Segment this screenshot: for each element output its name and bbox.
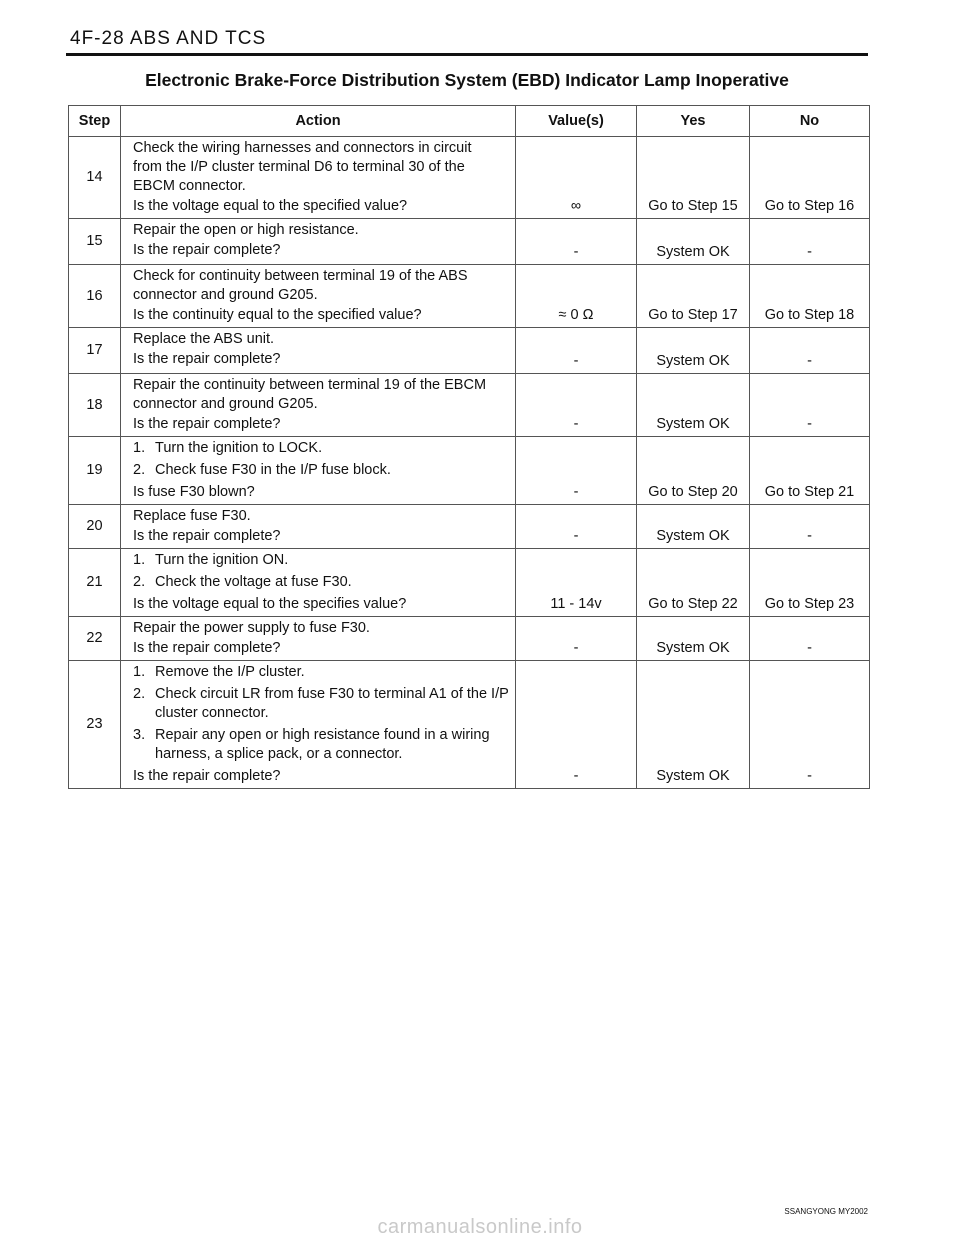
step-number: 16 <box>69 265 121 328</box>
column-header-values: Value(s) <box>516 106 637 137</box>
item-text: Check fuse F30 in the I/P fuse block. <box>155 462 391 478</box>
action-cell <box>121 374 516 437</box>
action-question: Is the repair complete? <box>133 351 281 367</box>
item-number: 2. <box>133 462 146 478</box>
table-row <box>69 549 870 617</box>
step-number: 15 <box>69 219 121 265</box>
yes-cell: System OK <box>637 505 750 549</box>
table-row <box>69 437 870 505</box>
value-cell: - <box>516 328 637 374</box>
document-title: Electronic Brake-Force Distribution System (EBD) Indicator Lamp Inoperative <box>145 70 789 90</box>
value-cell: ∞ <box>516 137 637 219</box>
action-text: from the I/P cluster terminal D6 to terminal 30 of the <box>133 159 465 175</box>
item-number: 3. <box>133 727 146 743</box>
column-header-yes: Yes <box>637 106 750 137</box>
no-cell: - <box>750 617 870 661</box>
value-cell: 11 - 14v <box>516 549 637 617</box>
item-number: 2. <box>133 574 146 590</box>
column-header-step: Step <box>69 106 121 137</box>
no-cell: - <box>750 328 870 374</box>
item-text: Turn the ignition ON. <box>155 552 289 568</box>
no-cell: - <box>750 219 870 265</box>
yes-cell: Go to Step 20 <box>637 437 750 505</box>
numbered-item <box>133 726 511 764</box>
action-cell <box>121 505 516 549</box>
action-question: Is the repair complete? <box>133 242 281 258</box>
action-cell <box>121 661 516 789</box>
yes-cell: Go to Step 15 <box>637 137 750 219</box>
action-text: connector and ground G205. <box>133 287 318 303</box>
table-row <box>69 265 870 328</box>
table-header-row <box>69 106 870 137</box>
yes-cell: System OK <box>637 661 750 789</box>
item-text: Turn the ignition to LOCK. <box>155 440 323 456</box>
action-cell <box>121 265 516 328</box>
value-cell: - <box>516 617 637 661</box>
yes-cell: Go to Step 22 <box>637 549 750 617</box>
numbered-item <box>133 685 511 723</box>
item-number: 1. <box>133 664 146 680</box>
item-text: Remove the I/P cluster. <box>155 664 305 680</box>
action-text: Replace fuse F30. <box>133 508 251 524</box>
yes-cell: System OK <box>637 328 750 374</box>
action-question: Is fuse F30 blown? <box>133 484 255 500</box>
table-row <box>69 328 870 374</box>
table-row <box>69 617 870 661</box>
action-question: Is the voltage equal to the specified value? <box>133 198 408 214</box>
yes-cell: System OK <box>637 219 750 265</box>
numbered-item <box>133 663 511 682</box>
yes-cell: Go to Step 17 <box>637 265 750 328</box>
no-cell: Go to Step 18 <box>750 265 870 328</box>
action-text: Repair the open or high resistance. <box>133 222 359 238</box>
numbered-item <box>133 439 511 458</box>
step-number: 20 <box>69 505 121 549</box>
action-text: connector and ground G205. <box>133 396 318 412</box>
action-text: Check for continuity between terminal 19 of the ABS <box>133 268 468 284</box>
item-number: 1. <box>133 552 146 568</box>
step-number: 19 <box>69 437 121 505</box>
numbered-item <box>133 573 511 592</box>
table-row <box>69 505 870 549</box>
action-cell <box>121 328 516 374</box>
action-question: Is the voltage equal to the specifies value? <box>133 596 407 612</box>
action-text: Replace the ABS unit. <box>133 331 275 347</box>
step-number: 21 <box>69 549 121 617</box>
table-row <box>69 374 870 437</box>
page-header: 4F-28 ABS AND TCS <box>70 28 267 49</box>
no-cell: - <box>750 505 870 549</box>
numbered-item <box>133 461 511 480</box>
value-cell: - <box>516 505 637 549</box>
action-text: Repair the power supply to fuse F30. <box>133 620 370 636</box>
value-cell: - <box>516 437 637 505</box>
table-body <box>69 137 870 789</box>
column-header-no: No <box>750 106 870 137</box>
action-text: Check the wiring harnesses and connectors in circuit <box>133 140 472 156</box>
item-text: Check circuit LR from fuse F30 to terminal A1 of the I/P cluster connector. <box>155 686 509 721</box>
action-cell <box>121 219 516 265</box>
value-cell: - <box>516 374 637 437</box>
action-cell <box>121 137 516 219</box>
header-rule <box>66 53 868 56</box>
value-cell: ≈ 0 Ω <box>516 265 637 328</box>
footer-brand: SSANGYONG MY2002 <box>784 1207 868 1216</box>
step-number: 17 <box>69 328 121 374</box>
step-number: 18 <box>69 374 121 437</box>
value-cell: - <box>516 219 637 265</box>
action-question: Is the repair complete? <box>133 416 281 432</box>
action-cell <box>121 617 516 661</box>
action-text: EBCM connector. <box>133 178 246 194</box>
watermark: carmanualsonline.info <box>377 1216 583 1238</box>
value-cell: - <box>516 661 637 789</box>
table-row <box>69 219 870 265</box>
yes-cell: System OK <box>637 617 750 661</box>
action-cell <box>121 437 516 505</box>
column-header-action: Action <box>121 106 516 137</box>
action-question: Is the repair complete? <box>133 528 281 544</box>
action-cell <box>121 549 516 617</box>
diagnostic-table <box>68 105 870 789</box>
action-question: Is the repair complete? <box>133 768 281 784</box>
yes-cell: System OK <box>637 374 750 437</box>
table-row <box>69 661 870 789</box>
step-number: 22 <box>69 617 121 661</box>
no-cell: Go to Step 21 <box>750 437 870 505</box>
item-text: Check the voltage at fuse F30. <box>155 574 352 590</box>
no-cell: - <box>750 661 870 789</box>
item-number: 2. <box>133 686 146 702</box>
step-number: 23 <box>69 661 121 789</box>
no-cell: Go to Step 16 <box>750 137 870 219</box>
step-number: 14 <box>69 137 121 219</box>
item-text: Repair any open or high resistance found in a wiring harness, a splice pack, or a connector. <box>155 727 490 762</box>
numbered-item <box>133 551 511 570</box>
action-question: Is the continuity equal to the specified value? <box>133 307 422 323</box>
item-number: 1. <box>133 440 146 456</box>
table-row <box>69 137 870 219</box>
action-text: Repair the continuity between terminal 19 of the EBCM <box>133 377 487 393</box>
no-cell: Go to Step 23 <box>750 549 870 617</box>
action-question: Is the repair complete? <box>133 640 281 656</box>
no-cell: - <box>750 374 870 437</box>
